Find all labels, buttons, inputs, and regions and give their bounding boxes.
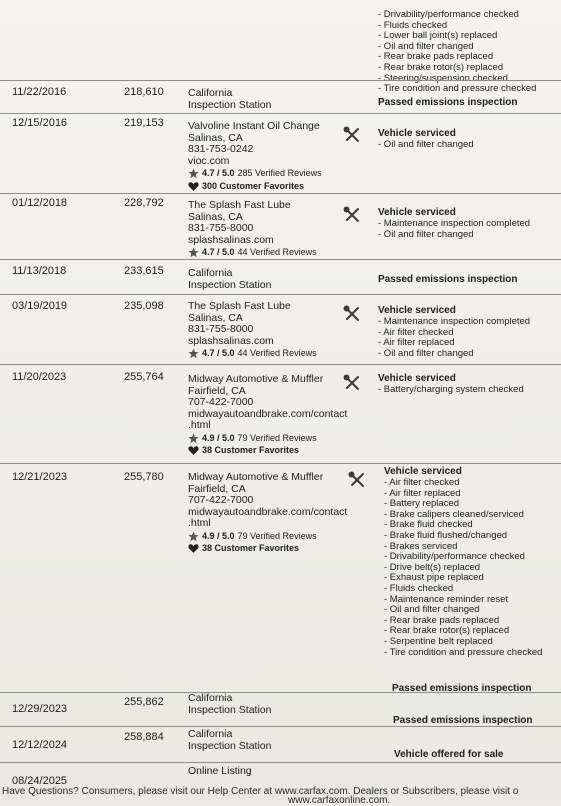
source-line: California: [188, 87, 233, 99]
detail-line: - Rear brake rotor(s) replaced: [384, 625, 510, 637]
record-details: [393, 715, 533, 727]
record-source: [188, 374, 347, 457]
record-odometer: 233,615: [124, 265, 164, 277]
source-line: Valvoline Instant Oil Change: [188, 120, 320, 132]
record-source: [188, 200, 317, 259]
record-event-title: Passed emissions inspection: [378, 97, 518, 108]
detail-line: - Rear brake pads replaced: [384, 614, 500, 626]
detail-line: - Steering/suspension checked: [378, 72, 508, 84]
source-line: Online Listing: [188, 765, 252, 777]
record-event-title: Passed emissions inspection: [378, 274, 518, 285]
detail-line: - Brake fluid checked: [384, 519, 473, 531]
record-details: [392, 683, 532, 695]
record-details: [384, 466, 542, 658]
record-details: [378, 305, 530, 359]
record-source: [188, 268, 271, 291]
record-source: [188, 472, 347, 555]
heart-icon: [188, 181, 199, 192]
detail-line: - Maintenance reminder reset: [384, 593, 509, 605]
record-source: [188, 301, 317, 360]
record-source: [188, 729, 271, 752]
rating-value: 4.7 / 5.0: [202, 168, 235, 178]
source-line: Inspection Station: [188, 98, 272, 111]
wrench-screwdriver-icon: [343, 126, 361, 144]
record-event-title: Vehicle serviced: [378, 373, 456, 384]
record-details: [378, 373, 524, 396]
detail-line: - Tire condition and pressure checked: [384, 646, 543, 658]
record-date: 11/22/2016: [12, 86, 67, 98]
rating-value: 4.9 / 5.0: [202, 432, 235, 443]
verified-reviews: 79 Verified Reviews: [237, 530, 317, 541]
source-line: California: [188, 692, 233, 704]
source-line: The Splash Fast Lube: [188, 300, 291, 312]
detail-line: - Oil and filter changed: [378, 228, 474, 240]
rating-value: 4.7 / 5.0: [202, 247, 235, 257]
table-row: [0, 193, 561, 260]
verified-reviews: 44 Verified Reviews: [237, 247, 317, 257]
star-icon: [188, 168, 199, 179]
detail-line: - Rear brake rotor(s) replaced: [378, 61, 504, 73]
rating-value: 4.7 / 5.0: [202, 348, 235, 358]
source-line: Inspection Station: [188, 703, 272, 716]
source-line: Midway Automotive & Muffler: [188, 373, 324, 385]
record-date: 12/29/2023: [12, 703, 68, 715]
source-line: California: [188, 728, 233, 740]
source-line: splashsalinas.com: [188, 334, 274, 347]
record-event-title: Passed emissions inspection: [393, 715, 533, 726]
record-odometer: 219,153: [124, 117, 164, 129]
detail-line: - Air filter checked: [378, 326, 454, 338]
source-line: splashsalinas.com: [188, 233, 274, 246]
wrench-screwdriver-icon: [343, 206, 361, 224]
rating-value: 4.9 / 5.0: [202, 530, 235, 541]
record-odometer: 255,780: [124, 471, 164, 483]
detail-line: - Serpentine belt replaced: [384, 635, 493, 647]
table-row: [0, 259, 561, 295]
detail-line: - Air filter replaced: [378, 337, 455, 349]
detail-line: - Rear brake pads replaced: [378, 51, 494, 63]
help-link[interactable]: www.carfaxonline.com.: [288, 795, 391, 806]
star-icon: [188, 531, 199, 542]
source-line: Inspection Station: [188, 739, 272, 752]
star-icon: [188, 433, 199, 444]
favorites-line: [188, 543, 347, 555]
help-footer: [0, 786, 561, 806]
source-line: midwayautoandbrake.com/contact: [188, 505, 348, 518]
record-details: [378, 207, 530, 240]
detail-line: - Air filter replaced: [384, 487, 461, 499]
record-details: [378, 97, 518, 109]
source-line: 707-422-7000: [188, 396, 254, 408]
table-row: [0, 80, 561, 114]
record-odometer: 235,098: [124, 300, 164, 312]
verified-reviews: 79 Verified Reviews: [237, 432, 317, 443]
record-date: 12/21/2023: [12, 471, 68, 483]
customer-favorites: 38 Customer Favorites: [202, 445, 300, 455]
detail-line: - Oil and filter changed: [378, 347, 474, 359]
source-line: Fairfield, CA: [188, 384, 246, 397]
record-odometer: 258,884: [124, 731, 164, 743]
record-source: [188, 693, 271, 716]
record-source: [188, 88, 271, 111]
favorites-line: [188, 181, 322, 193]
source-line: Salinas, CA: [188, 131, 243, 144]
source-line: Fairfield, CA: [188, 482, 246, 495]
detail-line: - Battery replaced: [384, 498, 459, 510]
detail-line: - Oil and filter changed: [378, 40, 474, 52]
record-date: 12/15/2016: [12, 117, 68, 129]
detail-line: - Maintenance inspection completed: [378, 316, 531, 327]
record-details: [378, 274, 518, 286]
favorites-line: [188, 445, 347, 457]
detail-line: - Brake fluid flushed/changed: [384, 529, 508, 541]
wrench-screwdriver-icon: [343, 305, 361, 323]
detail-line: - Battery/charging system checked: [378, 384, 524, 395]
source-line: .html: [188, 517, 211, 529]
record-date: 11/13/2018: [12, 265, 67, 277]
record-date: 08/24/2025: [12, 775, 68, 787]
source-line: California: [188, 267, 233, 279]
detail-line: - Brake calipers cleaned/serviced: [384, 508, 524, 520]
record-odometer: 255,862: [124, 696, 164, 708]
source-line: vioc.com: [188, 154, 230, 167]
rating-line: [188, 433, 347, 445]
record-event-title: Vehicle offered for sale: [394, 749, 504, 760]
source-line: midwayautoandbrake.com/contact: [188, 407, 348, 420]
record-event-title: Vehicle serviced: [378, 207, 456, 218]
detail-line: - Air filter checked: [384, 477, 460, 488]
detail-line: - Drivability/performance checked: [378, 9, 519, 20]
detail-line: - Fluids checked: [378, 19, 448, 31]
source-line: Inspection Station: [188, 278, 272, 291]
wrench-screwdriver-icon: [343, 374, 361, 392]
record-date: 01/12/2018: [12, 197, 68, 209]
verified-reviews: 44 Verified Reviews: [237, 348, 317, 358]
record-source: [188, 121, 322, 192]
help-text-line: Have Questions? Consumers, please visit our Help Center at www.carfax.com. Dealers or Subscribers, please visit o: [2, 786, 519, 797]
source-line: Midway Automotive & Muffler: [188, 471, 324, 483]
star-icon: [188, 348, 199, 359]
record-details: [394, 749, 504, 761]
record-date: 11/20/2023: [12, 371, 67, 383]
table-row: [0, 113, 561, 194]
source-line: Salinas, CA: [188, 311, 243, 324]
star-icon: [188, 247, 199, 258]
record-event-title: Vehicle serviced: [378, 305, 456, 316]
table-row: [0, 294, 561, 365]
source-line: 831-753-0242: [188, 143, 254, 155]
record-odometer: 255,764: [124, 371, 164, 383]
customer-favorites: 38 Customer Favorites: [202, 543, 300, 553]
record-event-title: Passed emissions inspection: [392, 683, 532, 694]
record-event-title: Vehicle serviced: [384, 466, 462, 477]
detail-line: - Lower ball joint(s) replaced: [378, 30, 498, 42]
table-row: [0, 364, 561, 464]
rating-line: [188, 531, 347, 543]
detail-line: - Exhaust pipe replaced: [384, 572, 484, 584]
detail-line: - Maintenance inspection completed: [378, 218, 531, 229]
detail-line: - Tire condition and pressure checked: [378, 83, 537, 95]
record-source: [188, 766, 252, 778]
source-line: The Splash Fast Lube: [188, 199, 291, 211]
heart-icon: [188, 445, 199, 456]
detail-line: - Fluids checked: [384, 582, 454, 594]
verified-reviews: 285 Verified Reviews: [237, 168, 322, 178]
record-details: [378, 128, 474, 151]
source-line: 831-755-8000: [188, 222, 254, 234]
rating-line: [188, 168, 322, 180]
detail-line: - Oil and filter changed: [378, 139, 474, 150]
detail-line: - Drivability/performance checked: [384, 551, 525, 563]
record-date: 03/19/2019: [12, 300, 68, 312]
rating-line: [188, 348, 317, 360]
source-line: 707-422-7000: [188, 494, 254, 506]
rating-line: [188, 247, 317, 259]
record-odometer: 218,610: [124, 86, 164, 98]
source-line: Salinas, CA: [188, 210, 243, 223]
table-row: [0, 749, 561, 787]
record-event-title: Vehicle serviced: [378, 128, 456, 139]
detail-line: - Drive belt(s) replaced: [384, 561, 481, 573]
wrench-screwdriver-icon: [348, 471, 366, 489]
heart-icon: [188, 543, 199, 554]
source-line: 831-755-8000: [188, 323, 254, 335]
record-date: 12/12/2024: [12, 739, 68, 751]
detail-line: - Oil and filter changed: [384, 604, 480, 616]
table-row: [0, 463, 561, 693]
source-line: .html: [188, 419, 211, 431]
detail-line: - Brakes serviced: [384, 540, 458, 552]
record-odometer: 228,792: [124, 197, 164, 209]
customer-favorites: 300 Customer Favorites: [202, 180, 305, 191]
